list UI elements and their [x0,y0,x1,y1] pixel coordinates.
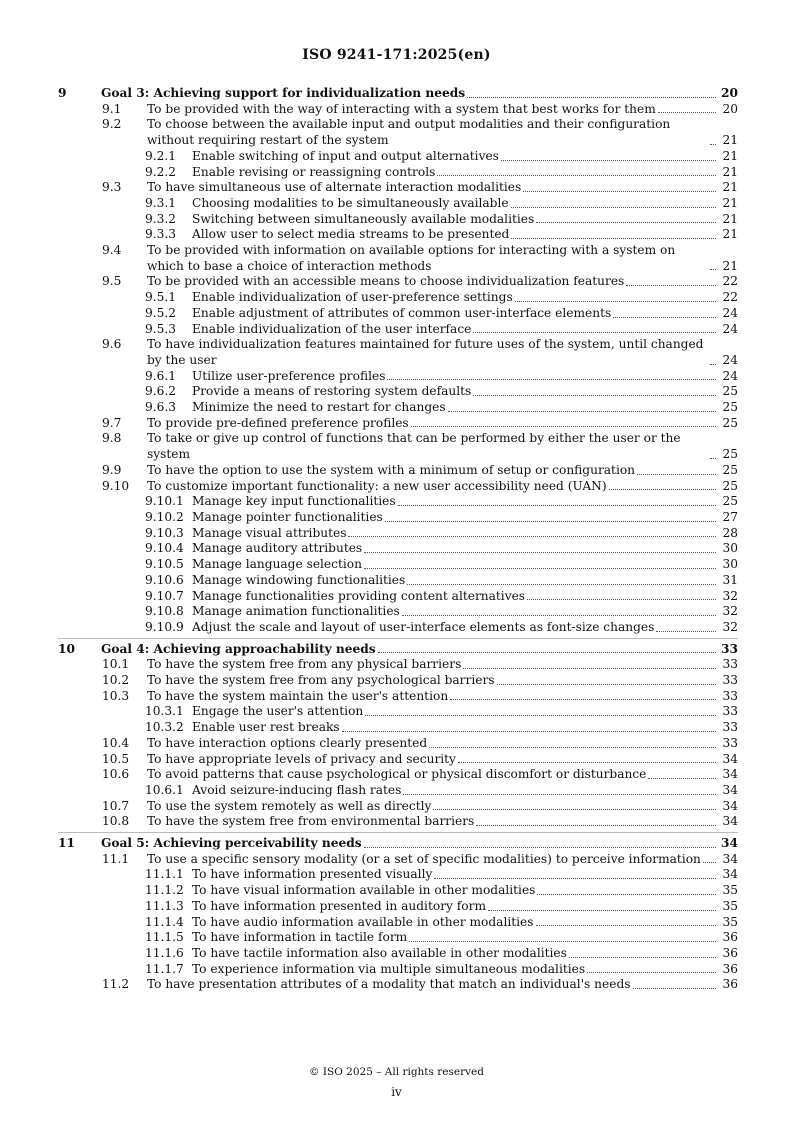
toc-entry-title: To have the system free from environmental barriers [147,814,475,829]
toc-entry[interactable] [58,704,738,720]
toc-entry-page: 25 [722,478,738,493]
toc-entry-number: 11.1.6 [145,945,184,960]
toc-entry[interactable] [58,196,738,212]
toc-entry-title: Manage pointer functionalities [192,509,383,524]
toc-entry-number: 11.2 [102,977,130,992]
toc-entry-number: 9.5.2 [145,305,177,320]
toc-entry-page: 34 [722,751,738,766]
toc-entry[interactable] [58,227,738,243]
toc-entry-title: Enable user rest breaks [192,720,340,735]
dot-leader [437,174,716,176]
toc-entry-number: 9.10.2 [145,509,184,524]
toc-entry-page: 35 [722,883,738,898]
toc-entry[interactable] [58,604,738,620]
toc-entry-page: 24 [722,368,738,383]
dot-leader [536,924,716,926]
toc-entry-number: 10.8 [102,814,130,829]
toc-entry[interactable] [58,589,738,605]
toc-entry-title: To have information presented in auditory form [192,898,487,913]
toc-entry[interactable] [58,526,738,542]
toc-entry[interactable] [58,946,738,962]
toc-entry-title: To experience information via multiple simultaneous modalities [192,961,586,976]
toc-entry[interactable] [58,541,738,557]
toc-entry-number: 10.3.1 [145,704,184,719]
toc-entry-page: 25 [722,384,738,399]
dot-leader [403,793,716,795]
dot-leader [511,237,716,239]
dot-leader [633,987,716,989]
toc-entry-number: 9.10.1 [145,494,184,509]
toc-entry-title: Enable individualization of the user interface [192,321,472,336]
toc-entry-number: 9.10.6 [145,572,184,587]
dot-leader [378,651,716,653]
toc-entry-number: 9.3.3 [145,227,177,242]
toc-entry-number: 10.5 [102,751,130,766]
toc-entry-page: 22 [722,290,738,305]
toc-entry-page: 33 [722,704,738,719]
dot-leader [365,714,716,716]
dot-leader [364,846,716,848]
toc-entry-title: Manage language selection [192,557,362,572]
toc-entry[interactable] [58,962,738,978]
toc-entry-title: To take or give up control of functions that can be performed by either the user or the system [147,431,681,462]
toc-entry-title: Manage auditory attributes [192,541,363,556]
toc-entry-page: 35 [722,914,738,929]
toc-entry[interactable] [58,306,738,322]
toc-entry-title: To have visual information available in other modalities [192,883,536,898]
toc-entry[interactable] [58,767,738,783]
toc-entry-title: To have the system free from any psychological barriers [147,673,495,688]
toc-entry-number: 9.4 [102,243,122,258]
toc-entry-page: 34 [722,798,738,813]
document-header: ISO 9241-171:2025(en) [302,47,491,63]
toc-entry-page: 25 [722,415,738,430]
toc-entry-page: 21 [722,258,738,273]
toc-entry-title: To have appropriate levels of privacy and security [147,751,456,766]
toc-entry-page: 36 [722,945,738,960]
toc-entry-title: To be provided with the way of interacting with a system that best works for them [147,101,656,116]
toc-entry-number: 9.2 [102,117,122,132]
toc-entry-title: Goal 4: Achieving approachability needs [101,641,376,656]
toc-entry-number: 9.10.5 [145,557,184,572]
toc-entry-number: 9.10.3 [145,525,184,540]
toc-entry-number: 10 [58,641,75,656]
toc-entry-page: 25 [722,494,738,509]
dot-leader [515,300,716,302]
toc-entry[interactable] [58,867,738,883]
toc-entry[interactable] [58,977,738,993]
toc-entry-title: Adjust the scale and layout of user-interface elements as font-size changes [192,619,655,634]
dot-leader [488,909,716,911]
toc-entry-page: 33 [722,673,738,688]
toc-entry-page: 21 [722,180,738,195]
toc-entry-page: 33 [721,641,738,656]
toc-entry-page: 30 [722,557,738,572]
toc-entry-number: 10.7 [102,798,130,813]
toc-entry-title: Enable individualization of user-preference settings [192,290,513,305]
dot-leader [342,730,716,732]
toc-entry-page: 34 [722,767,738,782]
dot-leader [569,956,716,958]
toc-entry-title: Engage the user's attention [192,704,364,719]
toc-entry-title: To have information presented visually [192,867,433,882]
toc-entry-page: 21 [722,133,738,148]
toc-entry-title: To be provided with information on available options for interacting with a system on which to base a choice of interaction methods [147,243,676,273]
dot-leader [411,425,716,427]
toc-entry-page: 33 [722,657,738,672]
toc-entry-title: To have interaction options clearly presented [147,735,428,750]
toc-entry-title: Goal 3: Achieving support for individualization needs [101,86,466,100]
toc-entry-page: 25 [722,462,738,477]
dot-leader [587,971,716,973]
dot-leader [523,190,716,192]
toc-entry-title: Manage visual attributes [192,525,347,540]
toc-entry[interactable] [58,180,738,196]
toc-entry-page: 21 [722,148,738,163]
toc-entry[interactable] [58,494,738,510]
dot-leader [656,630,716,632]
toc-entry-number: 10.1 [102,657,130,672]
toc-entry-number: 9.10.4 [145,541,184,556]
toc-entry[interactable] [58,783,738,799]
toc-entry[interactable] [58,384,738,400]
toc-entry[interactable] [58,369,738,385]
dot-leader [467,96,716,98]
toc-entry-page: 32 [722,619,738,634]
toc-entry[interactable] [58,852,738,868]
toc-entry-page: 35 [722,898,738,913]
dot-leader [348,535,716,537]
dot-leader [536,221,716,223]
toc-entry-title: Enable switching of input and output alternatives [192,148,499,163]
toc-entry-page: 24 [722,321,738,336]
toc-entry-number: 11.1 [102,851,130,866]
toc-entry[interactable] [58,463,738,479]
toc-entry-page: 27 [722,509,738,524]
dot-leader [648,777,716,779]
toc-entry-number: 9.10.8 [145,604,184,619]
dot-leader [433,808,716,810]
toc-entry[interactable] [58,836,738,852]
toc-entry-title: To have tactile information also available in other modalities [192,945,567,960]
dot-leader [710,268,716,270]
toc-entry-number: 9 [58,86,67,100]
toc-entry-page: 34 [721,836,738,851]
toc-entry-number: 9.8 [102,431,122,446]
toc-entry-number: 9.1 [102,101,122,116]
dot-leader [527,598,716,600]
toc-entry-number: 9.2.2 [145,164,177,179]
dot-leader [398,504,716,506]
toc-entry-page: 34 [722,782,738,797]
dot-leader [364,551,716,553]
toc-entry-page: 33 [722,688,738,703]
toc-entry-title: To be provided with an accessible means to choose individualization features [147,274,625,289]
toc-entry-title: Enable adjustment of attributes of common user-interface elements [192,305,612,320]
dot-leader [473,331,716,333]
toc-entry[interactable] [58,915,738,931]
dot-leader [434,877,716,879]
dot-leader [429,746,716,748]
toc-entry-page: 36 [722,930,738,945]
toc-entry-title: Minimize the need to restart for changes [192,400,446,415]
toc-entry[interactable] [58,400,738,416]
toc-entry-page: 34 [722,867,738,882]
toc-entry[interactable] [58,799,738,815]
toc-entry-page: 28 [722,525,738,540]
dot-leader [637,473,716,475]
dot-leader [450,698,716,700]
toc-entry-page: 21 [722,211,738,226]
toc-entry-number: 10.3 [102,688,130,703]
toc-entry-number: 9.5.1 [145,290,177,305]
page-number: iv [391,1085,402,1099]
toc-entry[interactable] [58,117,738,148]
toc-entry-title: To have presentation attributes of a modality that match an individual's needs [147,977,631,992]
toc-entry-number: 10.6 [102,767,130,782]
toc-entry-number: 9.9 [102,462,122,477]
dot-leader [463,667,716,669]
toc-entry-page: 32 [722,588,738,603]
toc-entry-page: 21 [722,195,738,210]
toc-entry-title: To avoid patterns that cause psychological or physical discomfort or disturbance [147,767,647,782]
toc-entry-number: 9.6 [102,337,122,352]
toc-entry-number: 9.5.3 [145,321,177,336]
toc-entry-title: Allow user to select media streams to be presented [192,227,510,242]
toc-entry[interactable] [58,899,738,915]
toc-entry-number: 11.1.7 [145,961,184,976]
dot-leader [710,143,716,145]
dot-leader [710,457,716,459]
dot-leader [476,824,716,826]
toc-entry-number: 9.6.1 [145,368,177,383]
toc-entry-title: Provide a means of restoring system defaults [192,384,472,399]
toc-entry-title: To have the system maintain the user's attention [147,688,449,703]
toc-entry-page: 20 [722,101,738,116]
toc-entry-title: Choosing modalities to be simultaneously available [192,195,509,210]
toc-entry-title: Manage animation functionalities [192,604,400,619]
toc-entry[interactable] [58,814,738,830]
dot-leader [402,614,716,616]
toc-entry-number: 11.1.3 [145,898,184,913]
dot-leader [658,111,716,113]
toc-entry-page: 31 [722,572,738,587]
toc-entry-title: To have the system free from any physical barriers [147,657,462,672]
toc-entry-title: Goal 5: Achieving perceivability needs [101,836,362,851]
toc-entry-number: 9.3.1 [145,195,177,210]
dot-leader [626,284,716,286]
toc-entry-page: 21 [722,227,738,242]
toc-entry-page: 24 [722,352,738,367]
toc-entry-page: 20 [721,86,738,100]
dot-leader [501,159,716,161]
toc-entry[interactable] [58,416,738,432]
toc-entry-page: 30 [722,541,738,556]
toc-entry[interactable] [58,752,738,768]
toc-entry-title: To have audio information available in other modalities [192,914,534,929]
toc-entry-page: 33 [722,720,738,735]
toc-entry-title: Utilize user-preference profiles [192,368,386,383]
toc-entry-number: 9.2.1 [145,148,177,163]
toc-entry[interactable] [58,165,738,181]
toc-entry-title: To choose between the available input and output modalities and their configuration without requiring restart of the system [147,117,671,148]
toc-entry-title: To have information in tactile form [192,930,408,945]
table-of-contents [58,86,738,993]
toc-entry-number: 9.10.9 [145,619,184,634]
dot-leader [385,520,716,522]
toc-entry-number: 11.1.5 [145,930,184,945]
toc-entry-number: 11 [58,836,75,851]
toc-entry-number: 10.3.2 [145,720,184,735]
toc-entry[interactable] [58,657,738,673]
dot-leader [473,394,716,396]
toc-entry[interactable] [58,212,738,228]
toc-entry-number: 9.10 [102,478,130,493]
dot-leader [710,363,716,365]
toc-entry-page: 36 [722,961,738,976]
toc-entry-page: 33 [722,735,738,750]
toc-entry-number: 9.3 [102,180,122,195]
toc-entry-title: Avoid seizure-inducing flash rates [192,782,402,797]
dot-leader [458,761,716,763]
toc-entry-page: 24 [722,305,738,320]
toc-entry[interactable] [58,573,738,589]
toc-entry-number: 9.3.2 [145,211,177,226]
toc-entry[interactable] [58,720,738,736]
toc-entry[interactable] [58,431,738,462]
toc-entry-title: Enable revising or reassigning controls [192,164,436,179]
toc-entry[interactable] [58,689,738,705]
toc-entry-number: 11.1.2 [145,883,184,898]
dot-leader [609,488,716,490]
toc-entry-number: 9.10.7 [145,588,184,603]
toc-entry-number: 11.1.4 [145,914,184,929]
dot-leader [448,410,716,412]
toc-entry[interactable] [58,642,738,658]
toc-entry[interactable] [58,479,738,495]
toc-entry-page: 34 [722,851,738,866]
toc-entry-title: To use a specific sensory modality (or a set of specific modalities) to perceive information [147,851,701,866]
dot-leader [497,683,716,685]
toc-entry-title: To have simultaneous use of alternate interaction modalities [147,180,522,195]
toc-entry-number: 9.7 [102,415,122,430]
toc-entry[interactable] [58,290,738,306]
toc-entry-title: To customize important functionality: a new user accessibility need (UAN) [147,478,607,493]
toc-entry-title: Manage functionalities providing content alternatives [192,588,526,603]
toc-entry-number: 9.6.2 [145,384,177,399]
toc-entry[interactable] [58,102,738,118]
dot-leader [703,861,716,863]
toc-entry-page: 34 [722,814,738,829]
dot-leader [409,940,716,942]
toc-entry-title: Switching between simultaneously available modalities [192,211,535,226]
toc-entry-title: To use the system remotely as well as directly [147,798,432,813]
dot-leader [407,583,716,585]
toc-entry-page: 36 [722,977,738,992]
toc-entry-number: 9.6.3 [145,400,177,415]
toc-entry-title: To provide pre-defined preference profiles [147,415,409,430]
toc-entry[interactable] [58,736,738,752]
toc-entry[interactable] [58,322,738,338]
toc-entry[interactable] [58,510,738,526]
toc-entry-number: 10.6.1 [145,782,184,797]
toc-entry[interactable] [58,557,738,573]
toc-entry[interactable] [58,243,738,274]
toc-entry[interactable] [58,620,738,636]
toc-entry-page: 22 [722,274,738,289]
dot-leader [537,893,716,895]
dot-leader [387,378,716,380]
toc-entry-title: To have individualization features maintained for future uses of the system, until changed by the user [147,337,704,367]
toc-entry[interactable] [58,883,738,899]
toc-entry[interactable] [58,149,738,165]
toc-entry[interactable] [58,337,738,368]
dot-leader [364,567,716,569]
toc-entry-title: Manage key input functionalities [192,494,396,509]
toc-entry[interactable] [58,274,738,290]
dot-leader [613,316,716,318]
toc-entry[interactable] [58,930,738,946]
toc-entry-title: Manage windowing functionalities [192,572,406,587]
toc-entry-number: 9.5 [102,274,122,289]
toc-entry-number: 10.2 [102,673,130,688]
copyright-footer: © ISO 2025 – All rights reserved [309,1066,484,1078]
dot-leader [511,206,716,208]
toc-entry-number: 11.1.1 [145,867,184,882]
toc-entry-page: 25 [722,447,738,462]
toc-entry[interactable] [58,86,738,102]
toc-entry-number: 10.4 [102,735,130,750]
toc-entry-page: 32 [722,604,738,619]
toc-entry-page: 25 [722,400,738,415]
toc-entry-page: 21 [722,164,738,179]
toc-entry-title: To have the option to use the system with a minimum of setup or configuration [147,462,636,477]
toc-entry[interactable] [58,673,738,689]
